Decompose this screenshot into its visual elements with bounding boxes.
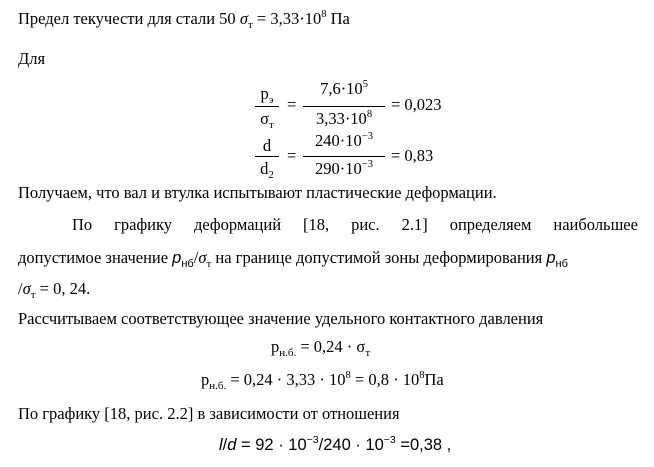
eq2-result: = 0,83	[391, 146, 434, 165]
contact-pressure-line: Рассчитываем соответствующее значение удельного контактного давления	[18, 309, 544, 328]
eq1-result: = 0,023	[391, 95, 442, 114]
paragraph-line-1: По графику деформаций [18, рис. 2.1] определяем наибольшее	[72, 215, 638, 234]
eq1-right-numerator: $7,6\cdot 10^5$	[320, 79, 368, 98]
sigma-subscript: т	[247, 19, 253, 31]
eq1-equals: =	[287, 95, 297, 114]
equation-allowed-pressure-value: $р_{н.б.} = 0,24 \cdot 3,33 \cdot 10^8 = 0,8 \cdot 10^8Па$	[201, 370, 444, 392]
eq2-left-fraction-bar	[255, 156, 279, 157]
eq2-left-denominator: $d_2$	[260, 159, 274, 181]
yield-strength-text: Предел текучести для стали 50	[18, 9, 240, 28]
eq2-equals: =	[287, 146, 297, 165]
conclusion-line: Получаем, что вал и втулка испытывают пластические деформации.	[18, 183, 497, 202]
yield-strength-value: = 3,33·10	[252, 9, 322, 28]
for-label: Для	[18, 49, 46, 68]
yield-strength-line	[18, 9, 350, 31]
eq2-right-fraction-bar	[303, 156, 385, 157]
yield-strength-unit: Па	[326, 9, 350, 28]
eq1-left-denominator: $\sigma_т$	[260, 109, 274, 131]
paragraph-line-2: допустимое значение $р_{нб}/\sigma_т$ на границе допустимой зоны деформирования $р_{нб}$	[18, 248, 568, 270]
eq2-right-numerator: $240\cdot 10^{-3}$	[315, 131, 373, 150]
eq1-right-fraction-bar	[303, 106, 385, 107]
eq2-left-numerator: d	[262, 136, 272, 155]
equation-allowed-pressure-formula: $р_{н.б.} = 0,24 \cdot \sigma_т$	[271, 337, 371, 359]
equation-length-ratio: $l/d = 92 \cdot 10^{-3}/240 \cdot 10^{-3} =0,38$ ,	[219, 434, 452, 454]
yield-strength-exponent: 8	[321, 9, 327, 20]
eq1-right-denominator: $3,33\cdot 10^8$	[315, 109, 373, 128]
sigma-symbol: σ	[239, 9, 248, 28]
eq2-right-denominator: $290\cdot 10^{-3}$	[315, 159, 373, 178]
eq1-left-numerator: $р_э$	[260, 84, 274, 106]
p-symbol: р	[172, 249, 182, 267]
graph-reference-line: По графику [18, рис. 2.2] в зависимости от отношения	[18, 404, 400, 423]
paragraph-line-3: $/\sigma_т = 0$, 24.	[18, 279, 91, 301]
eq1-left-fraction-bar	[255, 106, 279, 107]
